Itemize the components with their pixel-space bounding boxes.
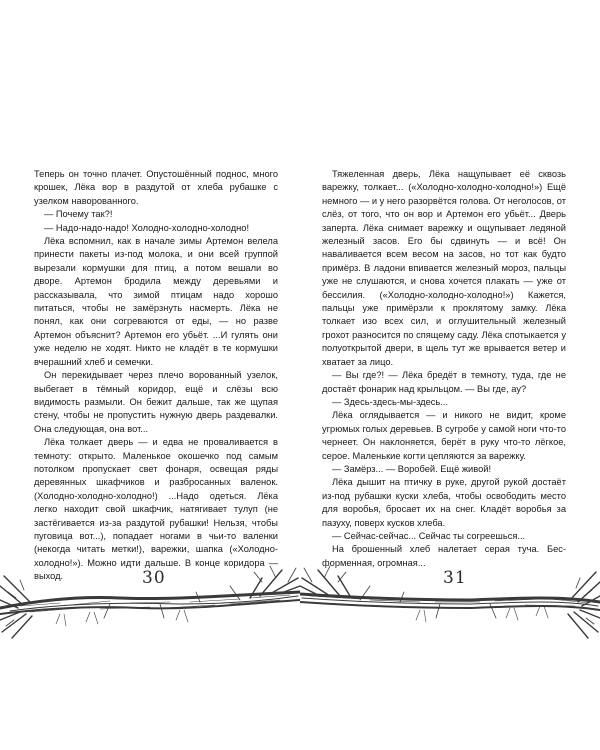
page-number: 31 (443, 568, 467, 588)
right-page-text (322, 168, 566, 570)
paragraph: Лёка оглядывается — и никого не видит, кроме угрюмых голых деревьев. В сугробе у самой ноги что-то чернеет. Он наклоняется, берёт в руку что-то лёгкое, серое. Маленькие когти цепляются за варежку. (322, 410, 566, 461)
paragraph: — Сейчас-сейчас... Сейчас ты согреешься... (332, 530, 526, 541)
paragraph: Тяжеленная дверь, Лёка нащупывает её сквозь варежку, толкает... («Холодно-холодно-холодно!») Ещё немного — и у него разорвётся голова. От неголосов, от слёз, от того, что он вор и Артемон его убьёт... Дверь заперта. Лёка снимает варежку и ощупывает ледяной железный засов. Его бы сдвинуть — и всё! Он наваливается всем весом на засов, но тот как будто примёрз. В ладони впивается железный мороз, пальцы уже не слушаются, и снова хочется плакать — уже от бессилия. («Холодно-холодно-холодно!») Кажется, пальцы уже примёрзли к проклятому замку. Лёка толкает изо всех сил, и оглушительный железный грохот разносится по спящему саду. Лёка спотыкается у полуоткрытой двери, в щель тут же врывается ветер и хватает за лицо. (322, 169, 566, 367)
paragraph: — Здесь-здесь-мы-здесь... (332, 396, 448, 407)
paragraph: Лёка дышит на птичку в руке, другой рукой достаёт из-под рубашки куски хлеба, чтобы освободить место для воробья, бросает их на снег. Кладёт воробья за пазуху, поверх кусков хлеба. (322, 477, 566, 528)
paragraph: Лёка вспомнил, как в начале зимы Артемон велела принести пакеты из-под молока, и они всей группой вырезали кормушки для птиц, а потом вешали во дворе. Артемон бродила между деревьями и рассказывала, что зимой птицам надо хорошо питаться, чтобы не замёрзнуть насмерть. Лёка не понял, как они согреваются от еды, — но разве Артемон объяснит? Артемон его убьёт. ...И гулять они уже неделю не ходят. Никто не кладёт в те кормушки вчерашний хлеб и семечки. (34, 236, 278, 367)
paragraph: Теперь он точно плачет. Опустошённый поднос, много крошек, Лёка вор в раздутой от хлеба рубашке с узелком наворованного. (34, 169, 278, 206)
left-page-text (34, 168, 278, 584)
paragraph: Лёка толкает дверь — и едва не проваливается в темноту: открыто. Маленькое окошечко под самым потолком пропускает свет фонаря, освещая ряды деревянных шкафчиков и разбросанных валенок. (Холодно-холодно-холодно!) ...Надо одеться. Лёка легко находит свой шкафчик, натягивает тулуп (не застёгивается из-за раздутой рубашки! Нельзя, чтобы пуговица вот...), попадает ногами в чьи-то валенки (некогда читать метки!), варежки, шапка («Холодно-холодно!»). Можно идти дальше. В конце коридора — выход. (34, 437, 278, 582)
paragraph: На брошенный хлеб налетает серая туча. Бесформенная, огромная... (322, 544, 566, 568)
paragraph: — Вы где?! — Лёка бредёт в темноту, туда, где не достаёт фонарик над крыльцом. — Вы где, ау? (322, 370, 566, 394)
paragraph: — Почему так?! (44, 209, 113, 220)
paragraph: — Замёрз... — Воробей. Ещё живой! (332, 463, 492, 474)
right-footer (300, 556, 600, 640)
left-footer (0, 556, 300, 640)
paragraph: Он перекидывает через плечо ворованный узелок, выбегает в тёмный коридор, ещё и слёзы всю видимость размыли. Он бежит дальше, так же щупая стену, чтобы не пропустить нужную дверь раздевалки. Она следующая, она вот... (34, 370, 278, 434)
page-number: 30 (142, 568, 166, 588)
paragraph: — Надо-надо-надо! Холодно-холодно-холодно! (44, 222, 250, 233)
